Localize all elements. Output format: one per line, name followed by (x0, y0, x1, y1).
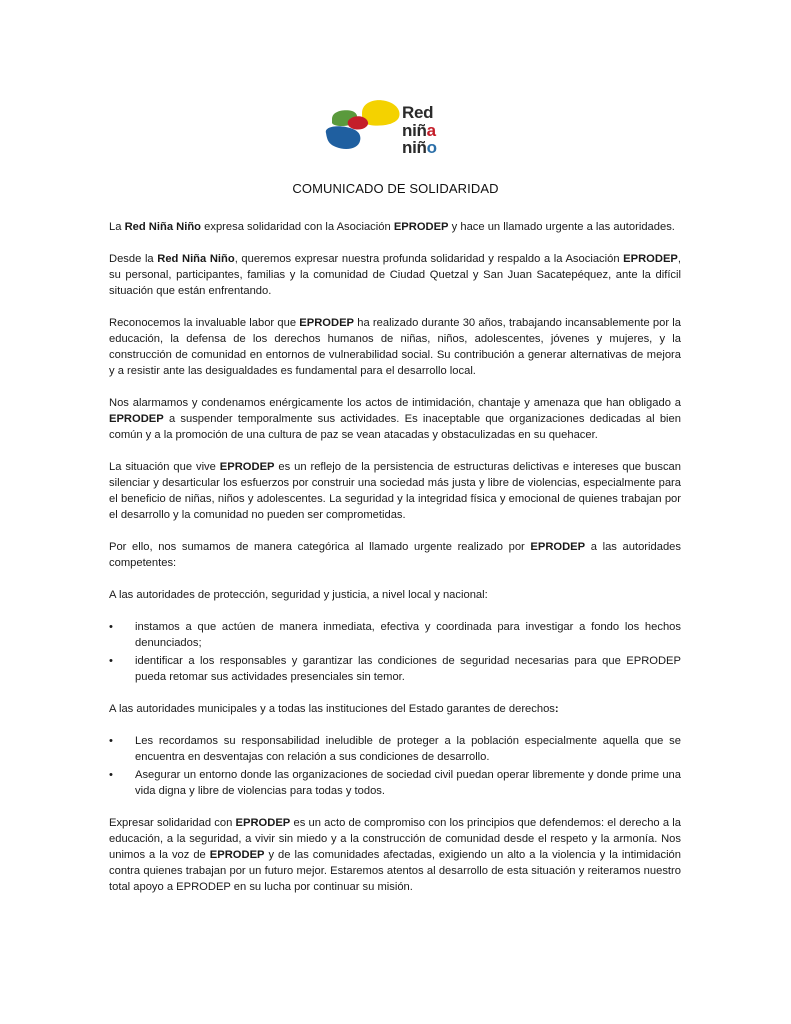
list-item: • Asegurar un entorno donde las organizaciones de sociedad civil puedan operar libremente y donde prime una vida digna y libre de violencias para todas y todos. (109, 769, 681, 797)
bullet-list-1 (109, 619, 681, 685)
list-item: • identificar a los responsables y garantizar las condiciones de seguridad necesarias para que EPRODEP pueda retomar sus actividades presenciales sin temor. (109, 655, 681, 683)
logo-shapes-icon (322, 99, 404, 151)
paragraph-9: Expresar solidaridad con EPRODEP es un acto de compromiso con los principios que defendemos: el derecho a la educación, a la seguridad, a vivir sin miedo y a la construcción de comunidad desde el respeto y la armonía. Nos unimos a la voz de EPRODEP y de las comunidades afectadas, exigiendo un alto a la violencia y la intimidación contra quienes trabajan por un futuro mejor. Estaremos atentos al desarrollo de esta situación y reiteramos nuestro total apoyo a EPRODEP en su lucha por continuar su misión. (109, 817, 681, 893)
bullet-list-2 (109, 733, 681, 799)
paragraph-8: A las autoridades municipales y a todas las instituciones del Estado garantes de derechos: (109, 703, 559, 715)
paragraph-5: La situación que vive EPRODEP es un reflejo de la persistencia de estructuras delictivas e intereses que buscan silenciar y desarticular los esfuerzos por construir una sociedad más justa y libre de violencias, especialmente para el beneficio de niñas, niños y adolescentes. La seguridad y la integridad física y emocional de quienes trabajan por el desarrollo y la comunidad no pueden ser comprometidas. (109, 461, 681, 521)
bullet-icon: • (109, 735, 113, 747)
list-item: • Les recordamos su responsabilidad ineludible de proteger a la población especialmente aquella que se encuentra en desventajas con relación a sus condiciones de desarrollo. (109, 735, 681, 763)
paragraph-1: La Red Niña Niño expresa solidaridad con la Asociación EPRODEP y hace un llamado urgente a las autoridades. (109, 221, 675, 233)
bullet-icon: • (109, 621, 113, 633)
document-body (109, 219, 681, 911)
bullet-icon: • (109, 655, 113, 667)
red-nina-nino-logo (322, 99, 470, 157)
logo-line-nina-nino: niña niño (402, 121, 437, 157)
paragraph-6: Por ello, nos sumamos de manera categórica al llamado urgente realizado por EPRODEP a las autoridades competentes: (109, 541, 681, 569)
paragraph-3: Reconocemos la invaluable labor que EPRODEP ha realizado durante 30 años, trabajando incansablemente por la educación, la defensa de los derechos humanos de niñas, niños, adolescentes, jóvenes y mujeres, y la construcción de comunidad en entornos de vulnerabilidad social. Su contribución a generar alternativas de mejora y a resistir ante las desigualdades es fundamental para el desarrollo local. (109, 317, 681, 377)
logo-line-red: Red (402, 103, 434, 122)
paragraph-7: A las autoridades de protección, seguridad y justicia, a nivel local y nacional: (109, 589, 488, 601)
logo-wordmark (402, 104, 470, 156)
paragraph-4: Nos alarmamos y condenamos enérgicamente los actos de intimidación, chantaje y amenaza que han obligado a EPRODEP a suspender temporalmente sus actividades. Es inaceptable que organizaciones dedicadas al bien común y a la promoción de una cultura de paz se vean atacadas y obstaculizadas en su quehacer. (109, 397, 681, 441)
paragraph-2: Desde la Red Niña Niño, queremos expresar nuestra profunda solidaridad y respaldo a la Asociación EPRODEP, su personal, participantes, familias y la comunidad de Ciudad Quetzal y San Juan Sacatepéquez, ante la difícil situación que están enfrentando. (109, 253, 681, 297)
bullet-icon: • (109, 769, 113, 781)
document-title: COMUNICADO DE SOLIDARIDAD (292, 181, 499, 196)
logo-blue-petal (326, 126, 361, 149)
list-item: • instamos a que actúen de manera inmediata, efectiva y coordinada para investigar a fondo los hechos denunciados; (109, 621, 681, 649)
